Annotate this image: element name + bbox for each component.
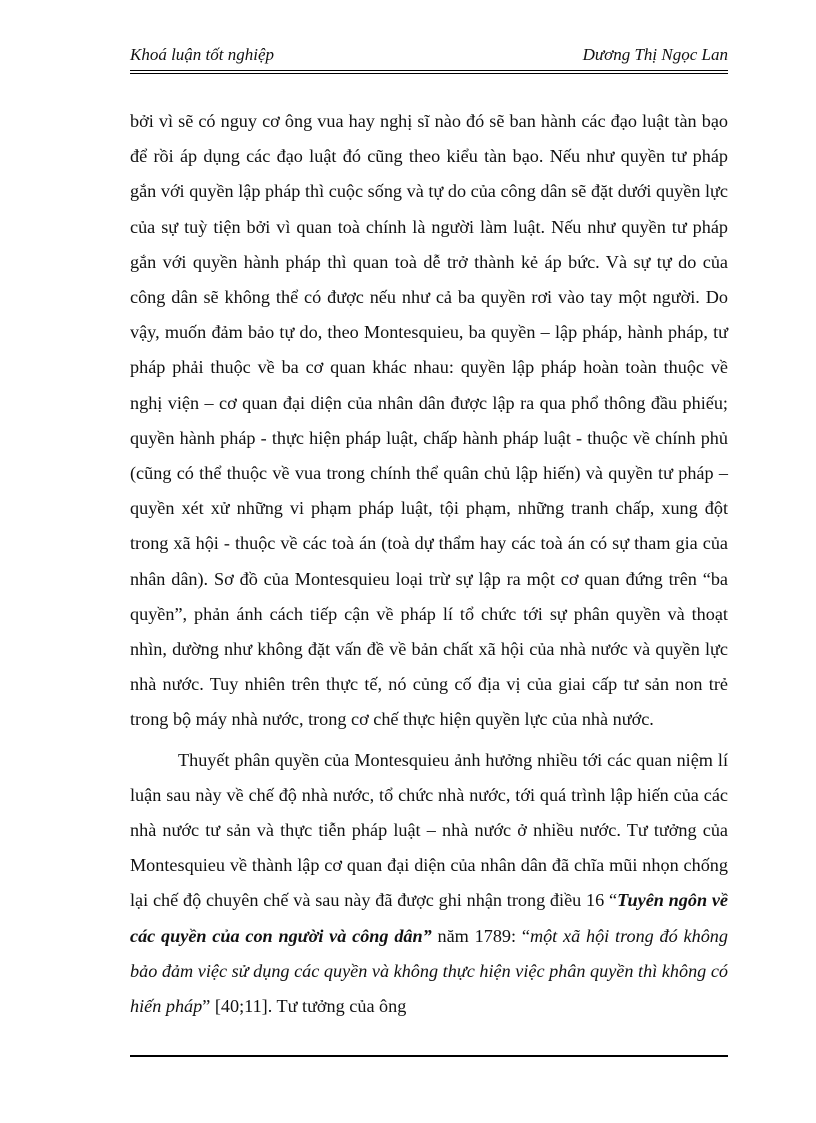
declaration-quote: một xã hội trong đó không bảo đảm việc sử dụng các quyền và không thực hiện việc phân quyền thì không có hiến pháp (130, 925, 728, 1017)
body-text (130, 104, 728, 1024)
header-thesis-label: Khoá luận tốt nghiệp (130, 45, 275, 64)
paragraph-2-text-b: năm 1789: “ (431, 925, 530, 946)
header-author-name: Dương Thị Ngọc Lan (582, 45, 728, 64)
paragraph-1: bởi vì sẽ có nguy cơ ông vua hay nghị sĩ nào đó sẽ ban hành các đạo luật tàn bạo để rồi áp dụng các đạo luật đó cũng theo kiểu tàn bạo. Nếu như quyền tư pháp gắn với quyền lập pháp thì cuộc sống và tự do của công dân sẽ đặt dưới quyền lực của sự tuỳ tiện bởi vì quan toà chính là người làm luật. Nếu như quyền tư pháp gắn với quyền hành pháp thì quan toà dễ trở thành kẻ áp bức. Và sự tự do của công dân sẽ không thể có được nếu như cả ba quyền rơi vào tay một người. Do vậy, muốn đảm bảo tự do, theo Montesquieu, ba quyền – lập pháp, hành pháp, tư pháp phải thuộc về ba cơ quan khác nhau: quyền lập pháp hoàn toàn thuộc về nghị viện – cơ quan đại diện của nhân dân được lập ra qua phổ thông đầu phiếu; quyền hành pháp - thực hiện pháp luật, chấp hành pháp luật - thuộc về chính phủ (cũng có thể thuộc về vua trong chính thể quân chủ lập hiến) và quyền tư pháp – quyền xét xử những vi phạm pháp luật, tội phạm, những tranh chấp, xung đột trong xã hội - thuộc về các toà án (toà dự thẩm hay các toà án có sự tham gia của nhân dân). Sơ đồ của Montesquieu loại trừ sự lập ra một cơ quan đứng trên “ba quyền”, phản ánh cách tiếp cận về pháp lí tổ chức tới sự phân quyền và thoạt nhìn, dường như không đặt vấn đề về bản chất xã hội của nhà nước và quyền lực nhà nước. Tuy nhiên trên thực tế, nó củng cố địa vị của giai cấp tư sản non trẻ trong bộ máy nhà nước, trong cơ chế thực hiện quyền lực của nhà nước. (130, 111, 728, 730)
header-divider (130, 70, 728, 74)
footer-divider (130, 1055, 728, 1057)
page-header (130, 42, 728, 70)
paragraph-2 (130, 743, 728, 1025)
paragraph-2-text-c: ” [40;11]. Tư tưởng của ông (202, 996, 407, 1017)
declaration-title: Tuyên ngôn về các quyền của con người và công dân” (130, 890, 729, 946)
paragraph-2-text-a: Thuyết phân quyền của Montesquieu ảnh hưởng nhiều tới các quan niệm lí luận sau này về chế độ nhà nước, tổ chức nhà nước, tới quá trình lập hiến của các nhà nước tư sản và thực tiễn pháp luật – nhà nước ở nhiều nước. Tư tưởng của Montesquieu về thành lập cơ quan đại diện của nhân dân đã chĩa mũi nhọn chống lại chế độ chuyên chế và sau này đã được ghi nhận trong điều 16 “ (130, 749, 728, 911)
